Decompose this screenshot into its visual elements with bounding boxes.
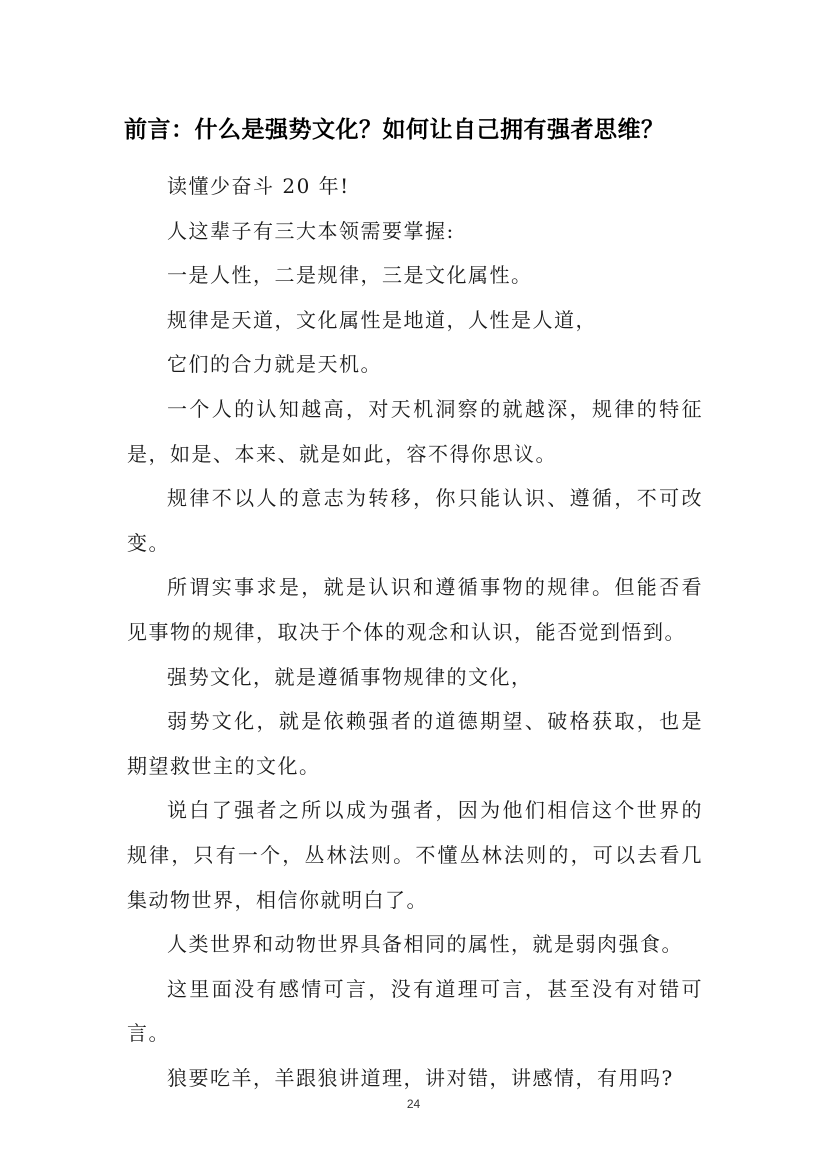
paragraph: 这里面没有感情可言，没有道理可言，甚至没有对错可言。 — [127, 976, 703, 1046]
paragraph: 强势文化，就是遵循事物规律的文化， — [167, 664, 533, 689]
paragraph: 读懂少奋斗 20 年! — [167, 174, 350, 198]
paragraph: 一个人的认知越高，对天机洞察的就越深，规律的特征是，如是、本来、就是如此，容不得你思议。 — [127, 396, 703, 466]
paragraph: 人这辈子有三大本领需要掌握: — [167, 218, 455, 243]
body-text — [127, 164, 703, 1100]
paragraph: 所谓实事求是，就是认识和遵循事物的规律。但能否看见事物的规律，取决于个体的观念和认识，能否觉到悟到。 — [127, 575, 703, 644]
paragraph: 人类世界和动物世界具备相同的属性，就是弱肉强食。 — [167, 932, 683, 957]
paragraph: 说白了强者之所以成为强者，因为他们相信这个世界的规律，只有一个，丛林法则。不懂丛林法则的，可以去看几集动物世界，相信你就明白了。 — [127, 798, 703, 912]
paragraph: 它们的合力就是天机。 — [167, 352, 382, 377]
paragraph: 狼要吃羊，羊跟狼讲道理，讲对错，讲感情，有用吗? — [167, 1065, 674, 1090]
paragraph: 一是人性，二是规律，三是文化属性。 — [167, 263, 533, 288]
page-title: 前言：什么是强势文化？如何让自己拥有强者思维？ — [124, 117, 665, 143]
paragraph: 规律是天道，文化属性是地道，人性是人道， — [167, 307, 597, 332]
paragraph: 弱势文化，就是依赖强者的道德期望、破格获取，也是期望救世主的文化。 — [127, 709, 703, 778]
page-number: 24 — [406, 1097, 421, 1111]
paragraph: 规律不以人的意志为转移，你只能认识、遵循，不可改变。 — [127, 486, 703, 555]
